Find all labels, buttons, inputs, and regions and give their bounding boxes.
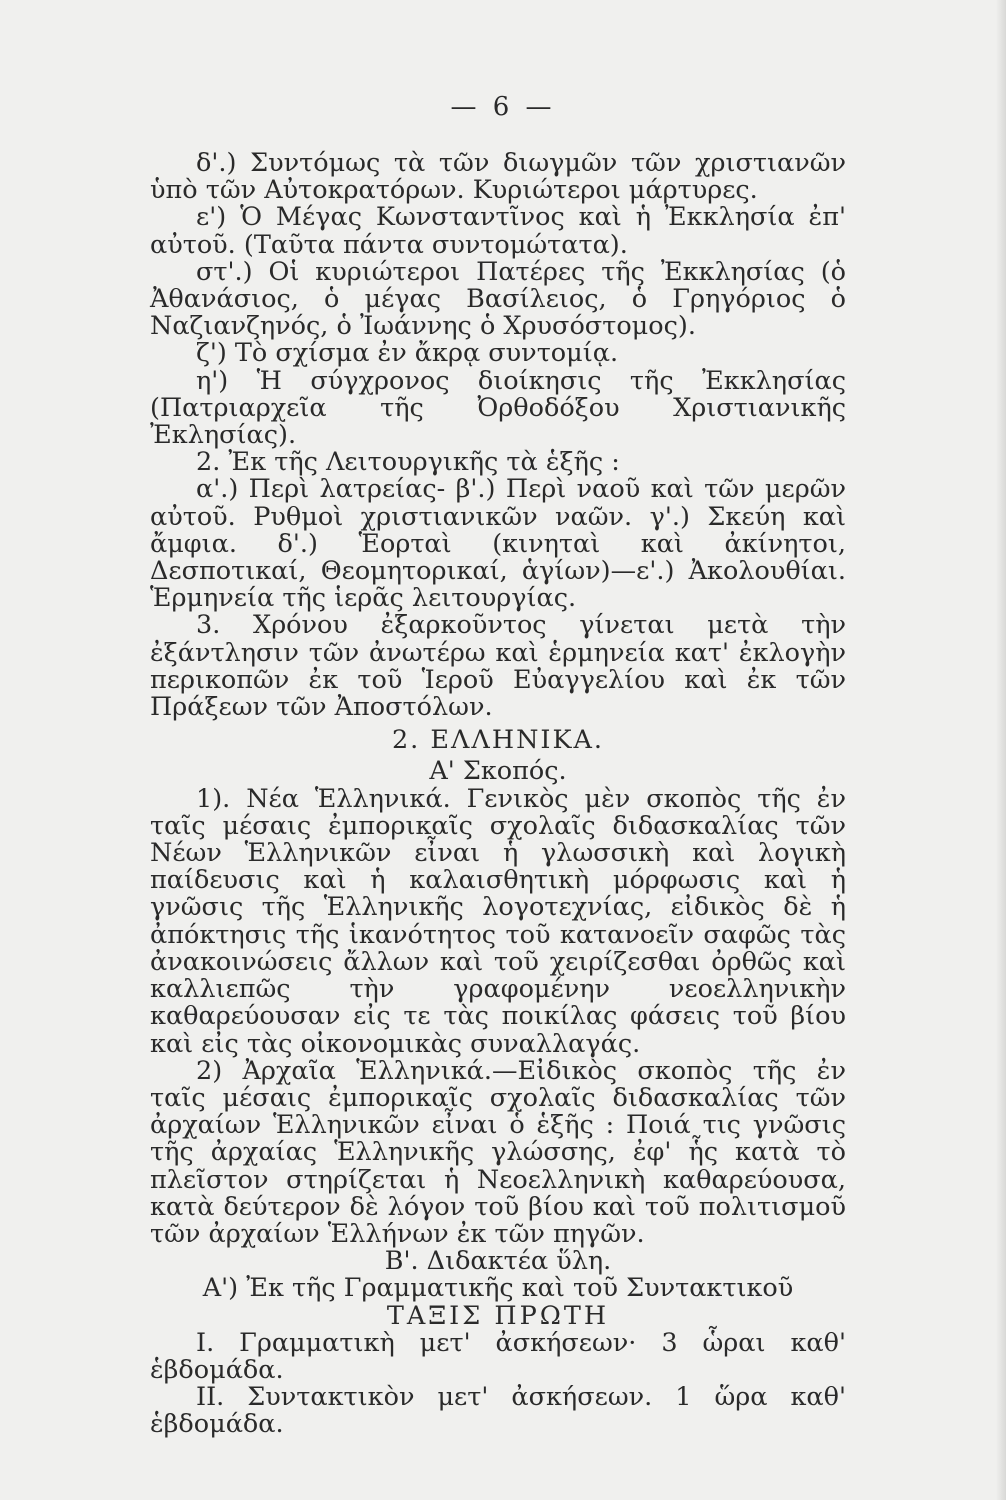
paragraph-eta: η') Ἡ σύγχρονος διοίκησις τῆς Ἐκκλησίας (Πατριαρχεῖα τῆς Ὀρθοδόξου Χριστιανικῆς Ἐκλησίας). [150, 365, 846, 451]
heading-grammatiki: Α') Ἐκ τῆς Γραμματικῆς καὶ τοῦ Συντακτικοῦ [202, 1273, 794, 1304]
paragraph-alpha: α'.) Περὶ λατρείας- β'.) Περὶ ναοῦ καὶ τῶν μερῶν αὐτοῦ. Ρυθμοὶ χριστιανικῶν ναῶν. γ'.) Σκεύη καὶ ἄμφια. δ'.) Ἑορταὶ (κινηταὶ καὶ ἀκίνητοι, Δεσποτικαί, Θεομητορικαί, ἁγίων)—ε'.) Ἀκολουθίαι. Ἑρμηνεία τῆς ἱερᾶς λειτουργίας. [150, 474, 846, 614]
page-body [150, 150, 846, 1439]
paragraph-nea-hellenika: 1). Νέα Ἑλληνικά. Γενικὸς μὲν σκοπὸς τῆς ἐν ταῖς μέσαις ἐμπορικαῖς σχολαῖς διδασκαλίας τῶν Νέων Ἑλληνικῶν εἶναι ἡ γλωσσικὴ καὶ λογικὴ παίδευσις καὶ ἡ καλαισθητικὴ μόρφωσις καὶ ἡ γνῶσις τῆς Ἑλληνικῆς λογοτεχνίας, εἰδικὸς δὲ ἡ ἀπόκτησις τῆς ἱκανότητος τοῦ κατανοεῖν σαφῶς τὰς ἀνακοινώσεις ἄλλων καὶ τοῦ χειρίζεσθαι ὀρθῶς καὶ καλλιεπῶς τὴν γραφομένην νεοελληνικὴν καθαρεύουσαν εἰς τε τὰς ποικίλας φάσεις τοῦ βίου καὶ εἰς τὰς οἰκονομικὰς συναλλαγάς. [150, 783, 846, 1059]
paragraph-archaia-hellenika: 2) Ἀρχαῖα Ἑλληνικά.—Εἰδικὸς σκοπὸς τῆς ἐν ταῖς μέσαις ἐμπορικαῖς σχολαῖς διδασκαλίας τῶν ἀρχαίων Ἑλληνικῶν εἶναι ὁ ἑξῆς : Ποιά τις γνῶσις τῆς ἀρχαίας Ἑλληνικῆς γλώσσης, ἐφ' ἧς κατὰ τὸ πλεῖστον στηρίζεται ἡ Νεοελληνικὴ καθαρεύουσα, κατὰ δεύτερον δὲ λόγον τοῦ βίου καὶ τοῦ πολιτισμοῦ τῶν ἀρχαίων Ἑλλήνων ἐκ τῶν πηγῶν. [150, 1055, 846, 1249]
paragraph-three: 3. Χρόνου ἐξαρκοῦντος γίνεται μετὰ τὴν ἐξάντλησιν τῶν ἀνωτέρω καὶ ἑρμηνεία κατ' ἐκλογὴν περικοπῶν ἐκ τοῦ Ἱεροῦ Εὐαγγελίου καὶ ἐκ τῶν Πράξεων τῶν Ἀποστόλων. [150, 610, 846, 723]
paragraph-stigma: στ'.) Οἱ κυριώτεροι Πατέρες τῆς Ἐκκλησίας (ὁ Ἀθανάσιος, ὁ μέγας Βασίλειος, ὁ Γρηγόριος ὁ Ναζιανζηνός, ὁ Ἰωάννης ὁ Χρυσόστομος). [150, 256, 846, 342]
page-number: — 6 — [450, 92, 556, 122]
heading-taxis-proti: ΤΑΞΙΣ ΠΡΩΤΗ [386, 1300, 610, 1331]
line-syntaktikon: ΙΙ. Συντακτικὸν μετ' ἀσκήσεων. 1 ὥρα καθ' ἑβδομάδα. [150, 1382, 846, 1440]
heading-didaktea: Β'. Διδακτέα ὕλη. [384, 1246, 612, 1277]
paragraph-delta: δ'.) Συντόμως τὰ τῶν διωγμῶν τῶν χριστιανῶν ὑπὸ τῶν Αὐτοκρατόρων. Κυριώτεροι μάρτυρες. [150, 148, 846, 206]
heading-hellenika: 2. ΕΛΛΗΝΙΚΑ. [391, 725, 605, 756]
paragraph-leitourgiki: 2. Ἐκ τῆς Λειτουργικῆς τὰ ἑξῆς : [196, 447, 620, 478]
line-grammatiki: Ι. Γραμματικὴ μετ' ἀσκήσεων· 3 ὧραι καθ' ἑβδομάδα. [150, 1327, 846, 1385]
heading-skopos: Α' Σκοπός. [429, 756, 567, 787]
paragraph-zeta: ζ') Τὸ σχίσμα ἐν ἄκρᾳ συντομίᾳ. [196, 338, 619, 369]
page-edge-shadow [996, 0, 1006, 1500]
paragraph-epsilon: ε') Ὁ Μέγας Κωνσταντῖνος καὶ ἡ Ἐκκλησία ἐπ' αὐτοῦ. (Ταῦτα πάντα συντομώτατα). [150, 202, 846, 260]
